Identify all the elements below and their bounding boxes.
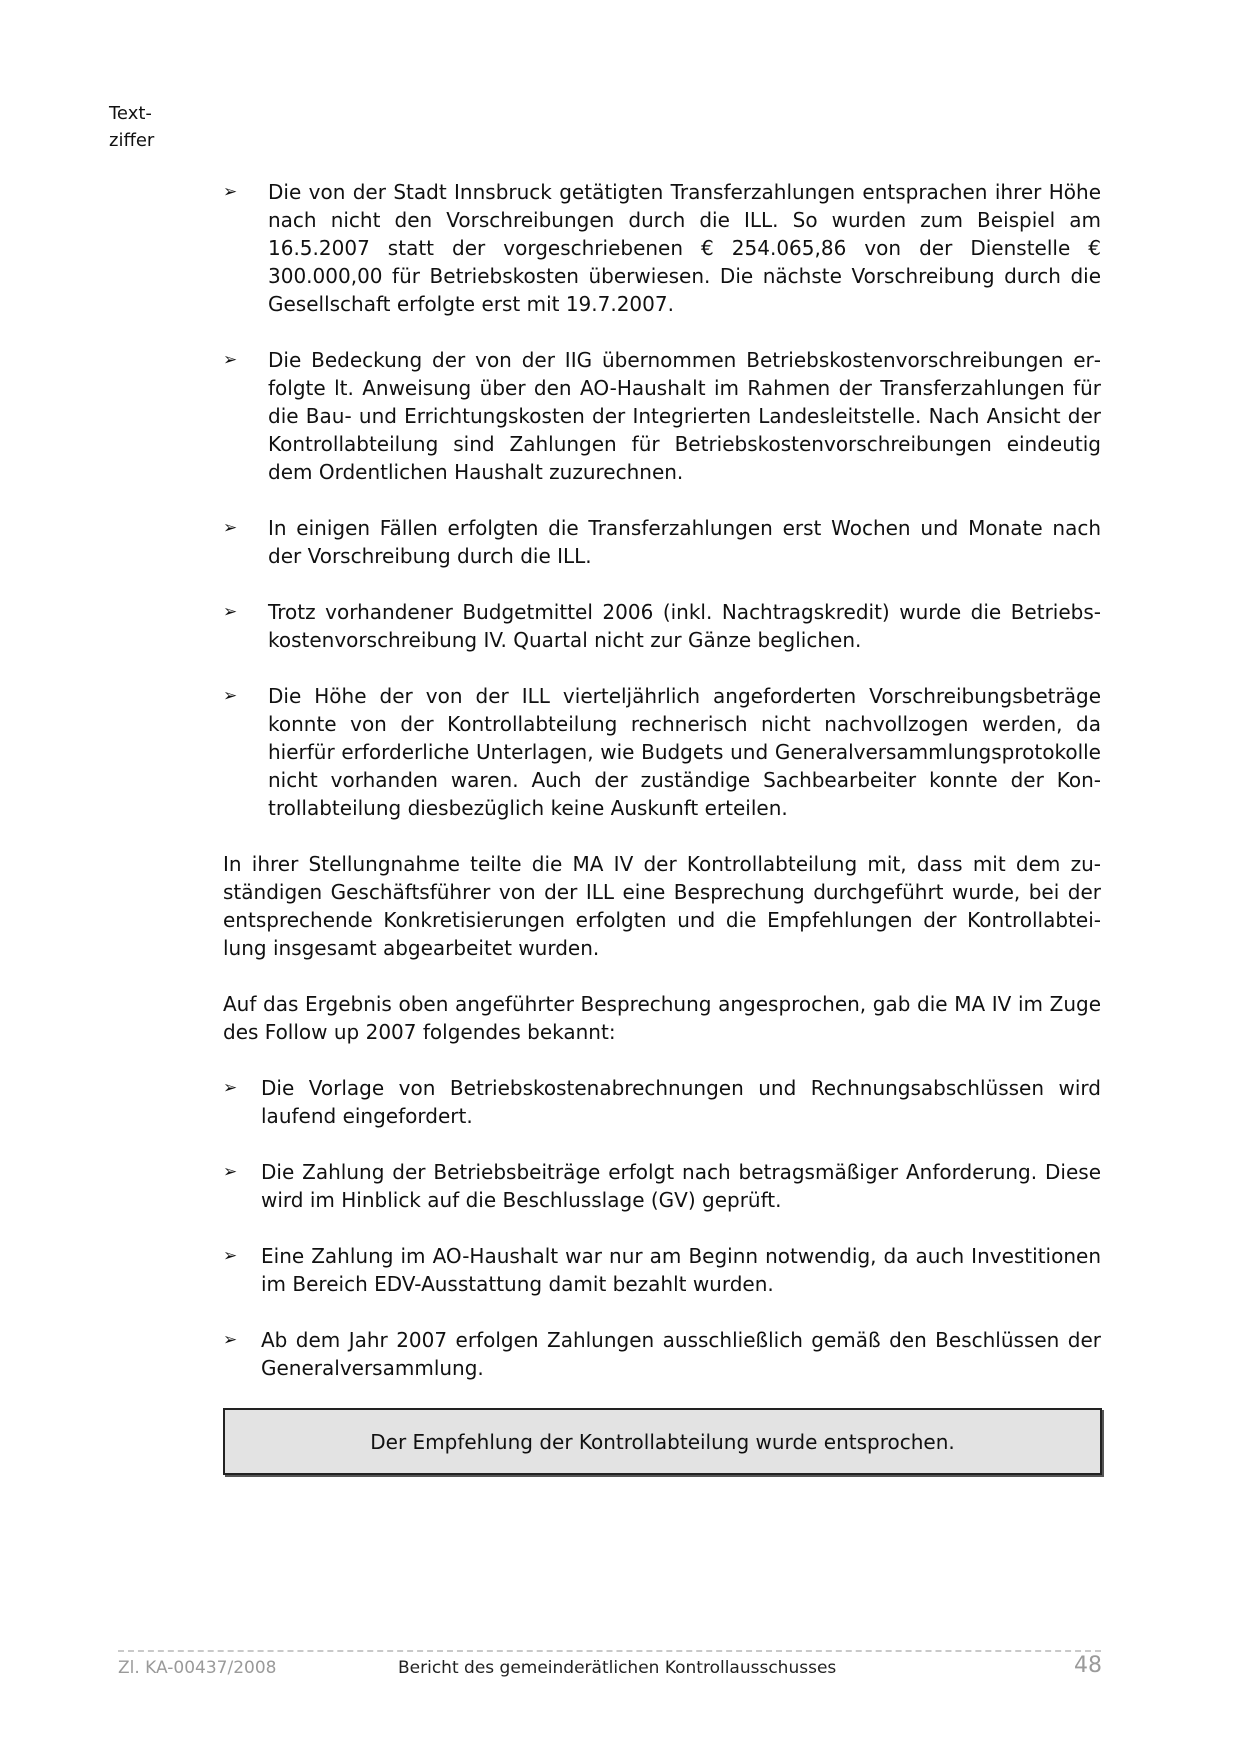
arrow-bullet-icon: ➢: [223, 350, 238, 370]
recommendation-status-text: Der Empfehlung der Kontrollabteilung wurde entsprochen.: [370, 1429, 955, 1454]
followup-item: [223, 1242, 1101, 1298]
followup-text: Die Vorlage von Betriebskostenabrechnungen und Rechnungsabschlüssen wird laufend eingefordert.: [261, 1076, 1101, 1128]
followup-item: [223, 1074, 1101, 1130]
document-body: [223, 178, 1101, 1410]
footer-divider: [118, 1650, 1101, 1652]
finding-item: [223, 178, 1101, 318]
margin-label: [109, 100, 154, 154]
arrow-bullet-icon: ➢: [223, 1330, 238, 1350]
arrow-bullet-icon: ➢: [223, 1162, 238, 1182]
followup-list: [223, 1074, 1101, 1382]
arrow-bullet-icon: ➢: [223, 1078, 238, 1098]
findings-list: [223, 178, 1101, 822]
finding-item: [223, 514, 1101, 570]
arrow-bullet-icon: ➢: [223, 518, 238, 538]
finding-text: Die Höhe der von der ILL vierteljährlich angeforderten Vorschreibungsbeträge konnte von der Kontrollabteilung rechnerisch nicht nachvollzogen werden, da hierfür erforderliche Unterlagen, wie Budgets und Generalversammlungsprotokolle nicht vorhanden waren. Auch der zuständige Sachbearbeiter konnte der Kontrollabteilung diesbezüglich keine Auskunft erteilen.: [268, 684, 1101, 820]
margin-label-line1: Text-: [109, 103, 152, 124]
followup-paragraph: Auf das Ergebnis oben angeführter Besprechung angesprochen, gab die MA IV im Zuge des Follow up 2007 folgendes bekannt:: [223, 992, 1101, 1044]
statement-paragraph: In ihrer Stellungnahme teilte die MA IV der Kontrollabteilung mit, dass mit dem zuständigen Geschäftsführer von der ILL eine Besprechung durchgeführt wurde, bei der entsprechende Konkretisierungen erfolgten und die Empfehlungen der Kontrollabteilung insgesamt abgearbeitet wurden.: [223, 852, 1101, 960]
finding-item: [223, 682, 1101, 822]
footer-page-number: 48: [1074, 1653, 1102, 1678]
finding-text: In einigen Fällen erfolgten die Transferzahlungen erst Wochen und Monate nach der Vorschreibung durch die ILL.: [268, 516, 1101, 568]
finding-item: [223, 346, 1101, 486]
margin-label-line2: ziffer: [109, 130, 155, 151]
arrow-bullet-icon: ➢: [223, 686, 238, 706]
arrow-bullet-icon: ➢: [223, 602, 238, 622]
followup-text: Die Zahlung der Betriebsbeiträge erfolgt nach betragsmäßiger Anforderung. Diese wird im Hinblick auf die Beschlusslage (GV) geprüft.: [261, 1160, 1101, 1212]
finding-text: Trotz vorhandener Budgetmittel 2006 (inkl. Nachtragskredit) wurde die Betriebskostenvorschreibung IV. Quartal nicht zur Gänze beglichen.: [268, 600, 1101, 652]
finding-text: Die Bedeckung der von der IIG übernommen Betriebskostenvorschreibungen erfolgte lt. Anweisung über den AO-Haushalt im Rahmen der Transferzahlungen für die Bau- und Errichtungskosten der Integrierten Landesleitstelle. Nach Ansicht der Kontrollabteilung sind Zahlungen für Betriebskostenvorschreibungen eindeutig dem Ordentlichen Haushalt zuzurechnen.: [268, 348, 1101, 484]
finding-text: Die von der Stadt Innsbruck getätigten Transferzahlungen entsprachen ihrer Höhe nach nicht den Vorschreibungen durch die ILL. So wurden zum Beispiel am 16.5.2007 statt der vorgeschriebenen € 254.065,86 von der Dienstelle € 300.000,00 für Betriebskosten überwiesen. Die nächste Vorschreibung durch die Gesellschaft erfolgte erst mit 19.7.2007.: [268, 180, 1101, 316]
followup-item: [223, 1158, 1101, 1214]
finding-item: [223, 598, 1101, 654]
followup-item: [223, 1326, 1101, 1382]
arrow-bullet-icon: ➢: [223, 1246, 238, 1266]
arrow-bullet-icon: ➢: [223, 182, 238, 202]
followup-text: Ab dem Jahr 2007 erfolgen Zahlungen ausschließlich gemäß den Beschlüssen der Generalversammlung.: [261, 1328, 1101, 1380]
recommendation-status-box: [223, 1408, 1102, 1475]
followup-text: Eine Zahlung im AO-Haushalt war nur am Beginn notwendig, da auch Investitionen im Bereich EDV-Ausstattung damit bezahlt wurden.: [261, 1244, 1101, 1296]
footer-report-title: Bericht des gemeinderätlichen Kontrollausschusses: [398, 1658, 837, 1678]
footer-doc-number: Zl. KA-00437/2008: [118, 1658, 277, 1678]
